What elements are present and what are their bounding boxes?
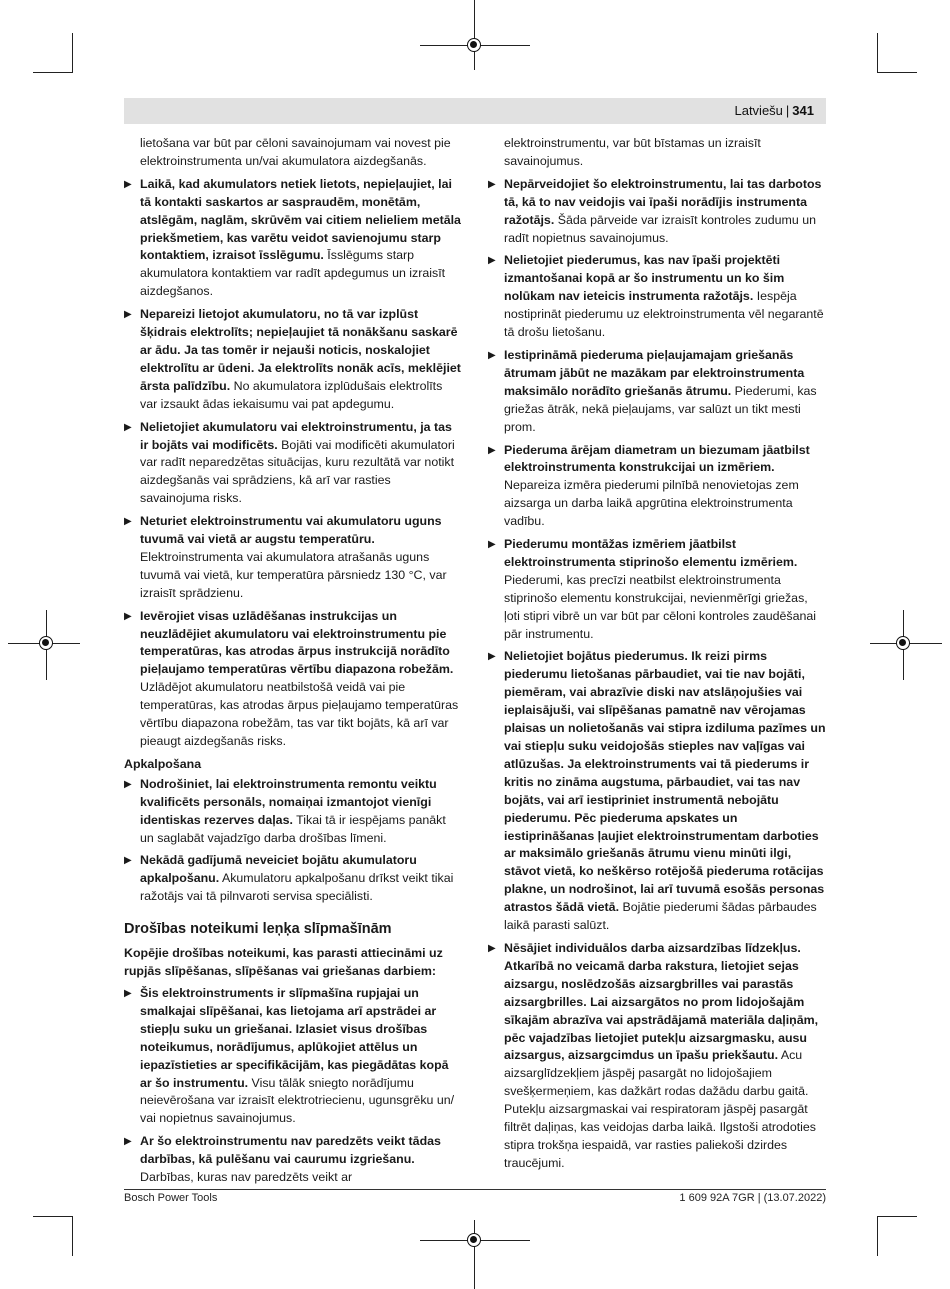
- list-item: [488, 176, 826, 248]
- item-text: Iespēja nostiprināt piederumu uz elektroinstrumenta vēl negarantē tā drošu lietošanu.: [504, 289, 824, 340]
- list-item: [124, 776, 462, 848]
- registration-line-bottom-v: [474, 1220, 475, 1289]
- list-item: [488, 347, 826, 437]
- bullet-triangle-icon: ▶: [124, 1136, 132, 1148]
- list-item: [488, 648, 826, 935]
- list-item: [488, 536, 826, 643]
- item-bold-text: Nelietojiet bojātus piederumus. Ik reizi pirms piederumu lietošanas pārbaudiet, vai tie nav bojāti, piemēram, vai abrazīvie diski nav atslāņojušies vai ieplaisājuši, vai slīpēšanas pamatnē nav vērojamas plaisas un nolietošanās vai stipra izdiluma pazīmes un vai stiepļu suku veidojošās stieples nav vaļīgas vai atlūzušas. Ja elektroinstruments vai tā piederums ir kritis no zināma augstuma, pārbaudiet, vai tas nav bojāts, vai arī iestipriniet instrumentā nebojātu piederumu. Pēc piederuma apskates un iestiprināšanas ļaujiet elektroinstrumentam darboties ar maksimālo griešanās ātrumu vienu minūti ilgi, stāvot vietā, ko neškērso rotējošā piederuma rotācijas plakne, un nodrošinot, lai arī tuvumā esošās personas atrastos šādā vietā.: [504, 649, 826, 915]
- subheading-service: Apkalpošana: [124, 756, 202, 771]
- header-separator: |: [785, 103, 790, 118]
- left-column: [124, 135, 462, 1192]
- list-item: [124, 1133, 462, 1187]
- footer-code: 1 609 92A 7GR | (13.07.2022): [679, 1192, 826, 1204]
- paragraph-continuation: lietošana var būt par cēloni savainojumam vai novest pie elektroinstrumenta un/vai akumulatora aizdegšanās.: [140, 136, 451, 168]
- crop-mark-top-left-v: [72, 33, 73, 73]
- item-text: Bojātie piederumi šādas pārbaudes laikā parasti salūzt.: [504, 900, 817, 933]
- item-text: Elektroinstrumenta vai akumulatora atrašanās uguns tuvumā vai vietā, kur temperatūra pārsniedz 130 °C, var izraisīt sprādzienu.: [140, 549, 447, 600]
- item-text: Akumulatoru apkalpošanu drīkst veikt tikai ražotājs vai tā pilnvaroti servisa speciālisti.: [140, 871, 454, 904]
- list-item: [124, 513, 462, 603]
- item-text: Tikai tā ir iespējams panākt un saglabāt vajadzīgo darba drošības līmeni.: [140, 812, 446, 845]
- registration-mark-left-icon: [39, 636, 53, 650]
- bullet-triangle-icon: ▶: [488, 444, 496, 456]
- bullet-triangle-icon: ▶: [124, 610, 132, 622]
- item-bold-text: Laikā, kad akumulators netiek lietots, nepieļaujiet, lai tā kontakti saskartos ar saspraudēm, monētām, atslēgām, naglām, skrūvēm vai citiem nelieliem metāla priekšmetiem, kas varētu veidot savienojumu starp kontaktiem, izraisot īsslēgumu.: [140, 176, 461, 263]
- item-bold-text: Nepareizi lietojot akumulatoru, no tā var izplūst šķidrais elektrolīts; nepieļaujiet tā nonākšanu saskarē ar ādu. Ja tas tomēr ir nejauši noticis, noskalojiet elektrolītu ar ūdeni. Ja elektrolīts nonāk acīs, meklējiet ārsta palīdzību.: [140, 307, 461, 393]
- crop-mark-bottom-right-h: [877, 1216, 917, 1217]
- item-bold-text: Piederuma ārējam diametram un biezumam jāatbilst elektroinstrumenta konstrukcijai un izmēriem.: [504, 442, 810, 475]
- crop-mark-top-right-h: [877, 72, 917, 73]
- item-bold-text: Ievērojiet visas uzlādēšanas instrukcijas un neuzlādējiet akumulatoru vai elektroinstrumentu pie temperatūras, kas atrodas ārpus instrukcijā norādīto pieļaujamo temperatūras vērtību diapazona robežām.: [140, 608, 454, 677]
- registration-mark-top-icon: [467, 38, 481, 52]
- item-text: Bojāti vai modificēti akumulatori var radīt neparedzētas situācijas, kuru rezultātā var notikt aizdegšanās vai sprādziens, kā arī var rasties savainojuma risks.: [140, 437, 455, 506]
- list-item: [488, 940, 826, 1173]
- item-text: Piederumi, kas precīzi neatbilst elektroinstrumenta stiprinošo elementu konstrukcijai, nevienmērīgi griežas, ļoti stipri vibrē un var būt par cēloni kontroles zaudēšanai pār instrumentu.: [504, 572, 816, 641]
- bullet-triangle-icon: ▶: [124, 178, 132, 190]
- header-label: [734, 103, 814, 118]
- registration-mark-bottom-icon: [467, 1233, 481, 1247]
- item-text: Piederumi, kas griežas ātrāk, nekā pieļaujams, var salūzt un tikt mesti prom.: [504, 383, 817, 434]
- crop-mark-top-right-v: [877, 33, 878, 73]
- crop-mark-bottom-right-v: [877, 1216, 878, 1256]
- bullet-triangle-icon: ▶: [124, 855, 132, 867]
- item-bold-text: Nepārveidojiet šo elektroinstrumentu, lai tas darbotos tā, kā to nav veidojis vai īpaši norādījis instrumenta ražotājs.: [504, 176, 822, 227]
- item-text: Darbības, kuras nav paredzēts veikt ar: [140, 1170, 353, 1185]
- item-bold-text: Iestiprināmā piederuma pieļaujamajam griešanās ātrumam jābūt ne mazākam par elektroinstrumenta maksimālo norādīto griešanās ātrumu.: [504, 347, 805, 398]
- registration-mark-right-icon: [896, 636, 910, 650]
- list-item: [124, 176, 462, 301]
- list-item: [124, 306, 462, 413]
- header-language: Latviešu: [734, 103, 783, 118]
- bullet-triangle-icon: ▶: [488, 349, 496, 361]
- bullet-triangle-icon: ▶: [488, 178, 496, 190]
- item-text: Uzlādējot akumulatoru neatbilstošā veidā vai pie temperatūras, kas atrodas ārpus pieļaujamo temperatūras vērtību diapazona robežām, tas var tikt bojāts, kā arī var pieaugt aizdegšanās risks.: [140, 680, 459, 748]
- bullet-triangle-icon: ▶: [124, 778, 132, 790]
- list-item: [124, 608, 462, 751]
- list-item: [488, 442, 826, 532]
- right-column: [488, 135, 826, 1178]
- item-bold-text: Nēsājiet individuālos darba aizsardzības līdzekļus. Atkarībā no veicamā darba rakstura, lietojiet sejas aizsargu, noslēdzošās aizsargbrilles vai parastās aizsargbrilles. Lai aizsargātos no prom lidojošajām sīkajām abrazīva vai apstrādājamā materiāla daļiņām, pēc vajadzības lietojiet putekļu aizsargmasku, ausu aizsargus, aizsargcimdus un īpašu priekšautu.: [504, 940, 819, 1063]
- item-bold-text: Nodrošiniet, lai elektroinstrumenta remontu veiktu kvalificēts personāls, nomaiņai izmantojot vienīgi identiskas rezerves daļas.: [140, 776, 437, 827]
- footer-brand: Bosch Power Tools: [124, 1192, 218, 1204]
- item-bold-text: Neturiet elektroinstrumentu vai akumulatoru uguns tuvumā vai vietā ar augstu temperatūru.: [140, 514, 442, 547]
- bullet-triangle-icon: ▶: [488, 539, 496, 551]
- item-text: Visu tālāk sniegto norādījumu neievērošana var izraisīt elektrotriecienu, ugunsgrēku un/ vai nopietnus savainojumus.: [140, 1075, 455, 1126]
- bullet-triangle-icon: ▶: [124, 309, 132, 321]
- item-bold-text: Piederumu montāžas izmēriem jāatbilst elektroinstrumenta stiprinošo elementu izmēriem.: [504, 537, 798, 569]
- item-text: No akumulatora izplūdušais elektrolīts var izsaukt ādas iekaisumu vai pat apdegumu.: [140, 378, 443, 411]
- item-text: Šāda pārveide var izraisīt kontroles zudumu un radīt nopietnus savainojumus.: [504, 212, 816, 245]
- crop-mark-bottom-left-h: [33, 1216, 73, 1217]
- bullet-triangle-icon: ▶: [488, 942, 496, 954]
- item-text: Īsslēgums starp akumulatora kontaktiem var radīt apdegumus un izraisīt aizdegšanos.: [140, 248, 446, 299]
- page-number: 341: [792, 103, 814, 118]
- crop-mark-bottom-left-v: [72, 1216, 73, 1256]
- registration-line-top-v: [474, 0, 475, 70]
- list-item: [124, 852, 462, 906]
- item-bold-text: Nelietojiet piederumus, kas nav īpaši projektēti izmantošanai kopā ar šo instrumentu un ko šim nolūkam nav ieteicis instrumenta ražotājs.: [504, 253, 785, 304]
- bullet-triangle-icon: ▶: [124, 987, 132, 999]
- bullet-triangle-icon: ▶: [124, 421, 132, 433]
- bullet-triangle-icon: ▶: [488, 255, 496, 267]
- bullet-triangle-icon: ▶: [488, 651, 496, 663]
- page-header: [124, 98, 826, 124]
- list-item: [124, 985, 462, 1128]
- section-heading: Drošības noteikumi leņķa slīpmašīnām: [124, 921, 392, 938]
- crop-mark-top-left-h: [33, 72, 73, 73]
- item-text: Nepareiza izmēra piederumi pilnībā nenovietojas zem aizsarga un darba laikā apgrūtina elektroinstrumenta vadību.: [504, 478, 799, 529]
- item-bold-text: Nekādā gadījumā neveiciet bojātu akumulatoru apkalpošanu.: [140, 853, 417, 886]
- list-item: [124, 419, 462, 509]
- item-text: Acu aizsarglīdzekļiem jāspēj pasargāt no lidojošajiem svešķermeņiem, kas dažkārt rodas dažādu darbu gaitā. Putekļu aizsargmaskai vai respiratoram jāspēj pasargāt filtrēt daļiņas, kas veidojas darba laikā. Ilgstoši atrodoties stipra trokšņa iespaidā, var rasties paliekoši dzirdes traucējumi.: [504, 1048, 816, 1170]
- item-bold-text: Šis elektroinstruments ir slīpmašīna rupjajai un smalkajai slīpēšanai, kas lietojama arī apstrādei ar stiepļu suku un griešanai. Izlasiet visus drošības noteikumus, norādījumus, aplūkojiet attēlus un iepazīstieties ar specifikācijām, kas piegādātas kopā ar šo instrumentu.: [140, 985, 449, 1090]
- section-intro: Kopējie drošības noteikumi, kas parasti attiecināmi uz rupjās slīpēšanas, slīpēšanas vai griešanas darbiem:: [124, 946, 443, 979]
- item-bold-text: Nelietojiet akumulatoru vai elektroinstrumentu, ja tas ir bojāts vai modificēts.: [140, 419, 452, 452]
- list-item: [488, 252, 826, 342]
- paragraph-continuation: elektroinstrumentu, var būt bīstamas un izraisīt savainojumus.: [504, 136, 761, 168]
- footer-divider: [124, 1189, 826, 1190]
- bullet-triangle-icon: ▶: [124, 516, 132, 528]
- item-bold-text: Ar šo elektroinstrumentu nav paredzēts veikt tādas darbības, kā pulēšanu vai caurumu izgriešanu.: [140, 1134, 441, 1167]
